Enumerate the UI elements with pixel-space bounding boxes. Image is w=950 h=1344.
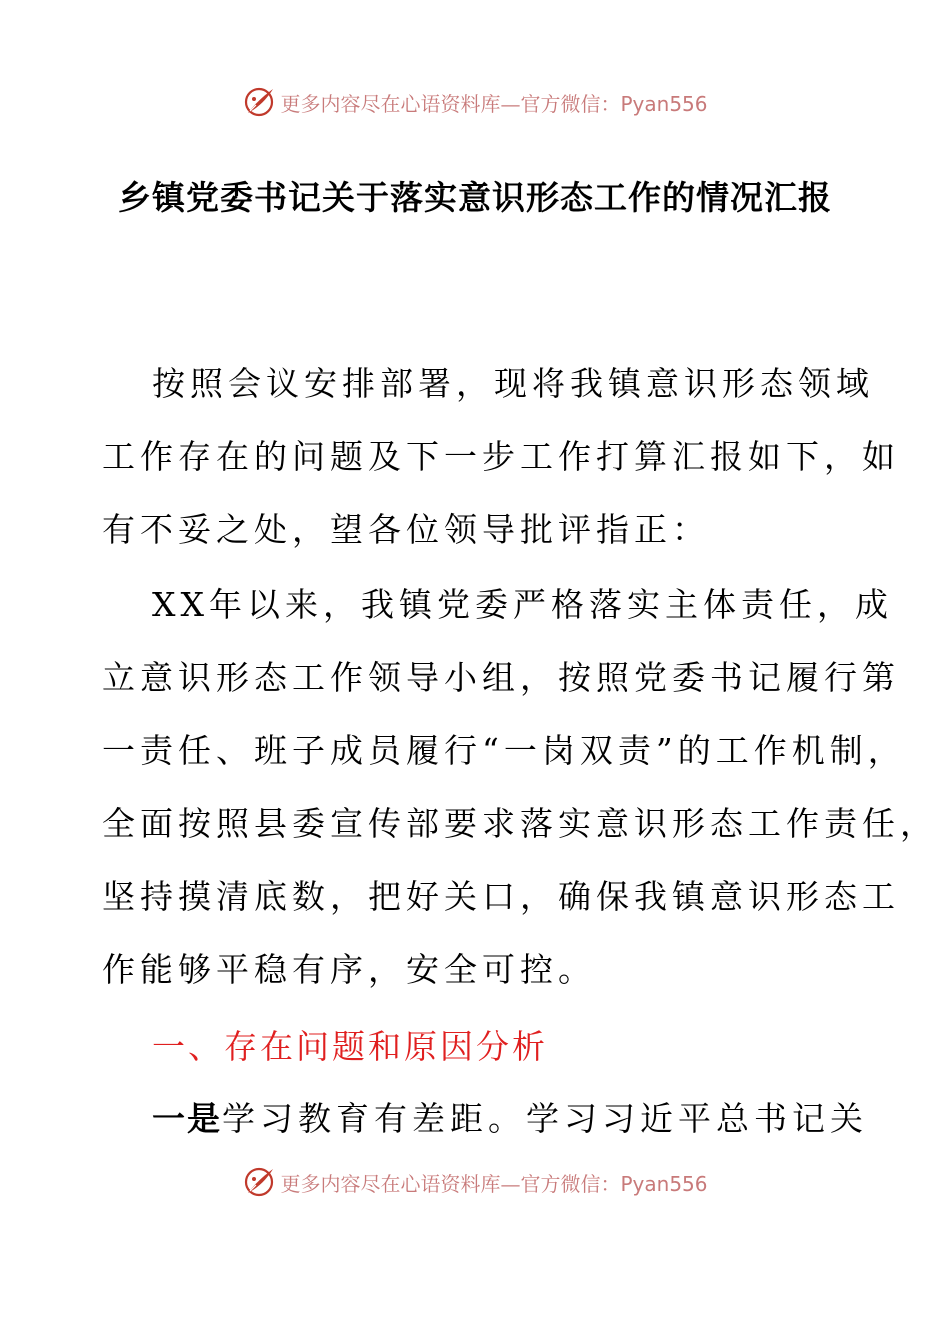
watermark-wechat-id: Pyan556 xyxy=(620,91,708,116)
paragraph-line: 坚持摸清底数，把好关口，确保我镇意识形态工 xyxy=(102,877,900,916)
paragraph-line: 工作存在的问题及下一步工作打算汇报如下，如 xyxy=(102,437,900,476)
paragraph-line: 有不妥之处，望各位领导批评指正： xyxy=(102,510,710,549)
quill-logo-icon xyxy=(242,1165,276,1199)
section-paragraph xyxy=(102,1082,868,1155)
paragraph-overview xyxy=(102,568,938,1006)
lead-phrase: 一是 xyxy=(152,1099,222,1138)
paragraph-line: 一责任、班子成员履行“一岗双责”的工作机制， xyxy=(102,731,906,770)
paragraph-line xyxy=(102,1082,868,1155)
paragraph-line-rest: 学习教育有差距。学习习近平总书记关 xyxy=(222,1099,868,1138)
paragraph-line: 立意识形态工作领导小组，按照党委书记履行第 xyxy=(102,658,900,697)
watermark-label: 更多内容尽在心语资料库—官方微信： xyxy=(280,1171,621,1196)
section-heading: 一、存在问题和原因分析 xyxy=(152,1027,548,1066)
watermark-footer xyxy=(0,1162,950,1202)
paragraph-line: XX年以来，我镇党委严格落实主体责任，成 xyxy=(152,585,893,624)
watermark-wechat-id: Pyan556 xyxy=(620,1171,708,1196)
paragraph-intro xyxy=(102,347,900,566)
watermark-header xyxy=(0,82,950,122)
paragraph-line: 全面按照县委宣传部要求落实意识形态工作责任， xyxy=(102,804,938,843)
quill-logo-icon xyxy=(242,85,276,119)
watermark-label: 更多内容尽在心语资料库—官方微信： xyxy=(280,91,621,116)
watermark-text xyxy=(280,88,707,117)
watermark-text xyxy=(280,1168,707,1197)
section-heading-block xyxy=(102,1010,852,1083)
document-title: 乡镇党委书记关于落实意识形态工作的情况汇报 xyxy=(118,178,832,217)
paragraph-line: 按照会议安排部署，现将我镇意识形态领域 xyxy=(152,364,874,403)
paragraph-line: 作能够平稳有序，安全可控。 xyxy=(102,950,596,989)
